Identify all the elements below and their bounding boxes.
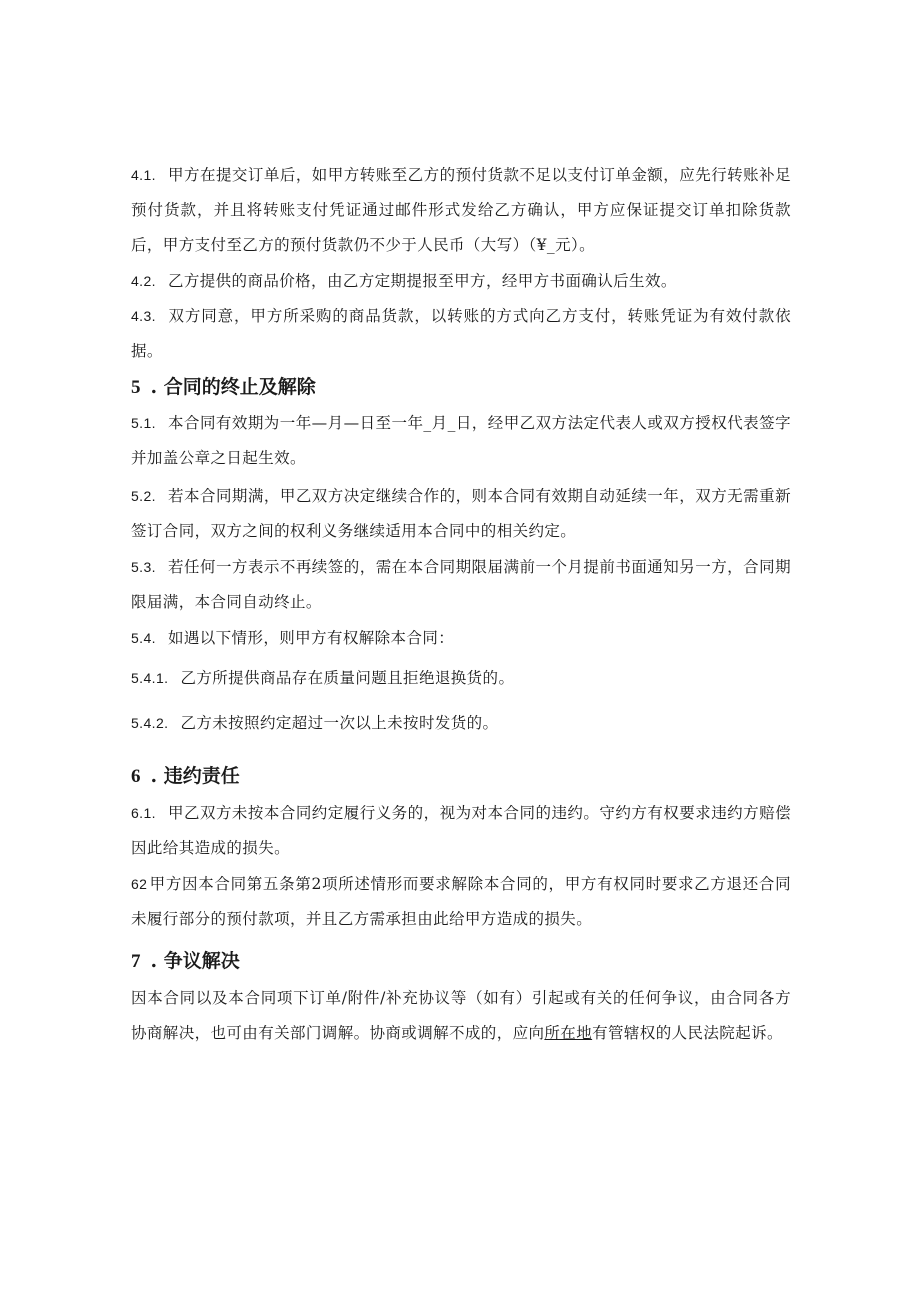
section-number: 5: [131, 377, 141, 398]
clause-number: 5.3.: [131, 559, 156, 575]
clause-7: [131, 981, 791, 1051]
section-title: . 争议解决: [150, 950, 240, 972]
clause-text: 乙方未按照约定超过一次以上未按时发货的。: [180, 714, 499, 732]
clause-5-1: [131, 406, 791, 476]
clause-text: 乙方所提供商品存在质量问题且拒绝退换货的。: [180, 669, 515, 687]
clause-number: 5.4.1.: [131, 670, 169, 686]
clause-number: 6.1.: [131, 805, 156, 821]
clause-number: 5.4.2.: [131, 715, 169, 731]
clause-number: 4.1.: [131, 167, 156, 183]
section-title: . 合同的终止及解除: [150, 376, 316, 398]
clause-5-2: [131, 479, 791, 549]
clause-text: 本合同有效期为一年—月—日至一年_月_日，经甲乙双方法定代表人或双方授权代表签字并加盖公章之日起生效。: [131, 414, 791, 467]
section-number: 6: [131, 766, 141, 787]
clause-text: 甲乙双方未按本合同约定履行义务的，视为对本合同的违约。守约方有权要求违约方赔偿因此给其造成的损失。: [131, 804, 791, 857]
section-heading-7: [131, 946, 240, 977]
clause-number: 5.1.: [131, 415, 156, 431]
clause-text-end: 有管辖权的人民法院起诉。: [592, 1024, 783, 1042]
clause-text: 乙方提供的商品价格，由乙方定期提报至甲方，经甲方书面确认后生效。: [167, 272, 677, 290]
clause-text: 甲方因本合同第五条第2项所述情形而要求解除本合同的，甲方有权同时要求乙方退还合同未履行部分的预付款项，并且乙方需承担由此给甲方造成的损失。: [131, 875, 791, 928]
clause-number: 4.3.: [131, 308, 156, 324]
clause-text: 甲方在提交订单后，如甲方转账至乙方的预付货款不足以支付订单金额，应先行转账补足预付货款，并且将转账支付凭证通过邮件形式发给乙方确认，甲方应保证提交订单扣除货款后，甲方支付至乙方的预付货款仍不少于人民币（大写）（¥_元）。: [131, 166, 791, 254]
clause-4-1: [131, 158, 791, 263]
underlined-text: 所在地: [544, 1024, 593, 1042]
section-number: 7: [131, 951, 141, 972]
clause-4-3: [131, 299, 791, 369]
clause-text: 双方同意，甲方所采购的商品货款，以转账的方式向乙方支付，转账凭证为有效付款依据。: [131, 307, 791, 360]
section-heading-6: [131, 761, 240, 792]
clause-6-2: [131, 867, 791, 937]
clause-number: 4.2.: [131, 273, 156, 289]
clause-5-4: [131, 621, 791, 656]
clause-number: 62: [131, 876, 148, 892]
section-title: . 违约责任: [150, 765, 240, 787]
clause-text: 若本合同期满，甲乙双方决定继续合作的，则本合同有效期自动延续一年，双方无需重新签订合同，双方之间的权利义务继续适用本合同中的相关约定。: [131, 487, 791, 540]
clause-6-1: [131, 796, 791, 866]
clause-number: 5.4.: [131, 630, 156, 646]
clause-5-4-1: [131, 661, 791, 696]
clause-5-3: [131, 550, 791, 620]
clause-4-2: [131, 264, 791, 299]
clause-number: 5.2.: [131, 488, 156, 504]
clause-text: 因本合同以及本合同项下订单/附件/补充协议等（如有）引起或有关的任何争议，由合同各方协商解决，也可由有关部门调解。协商或调解不成的，应向: [131, 989, 791, 1042]
clause-text: 如遇以下情形，则甲方有权解除本合同：: [167, 629, 455, 647]
clause-text: 若任何一方表示不再续签的，需在本合同期限届满前一个月提前书面通知另一方，合同期限届满，本合同自动终止。: [131, 558, 791, 611]
clause-5-4-2: [131, 706, 791, 741]
section-heading-5: [131, 372, 316, 403]
